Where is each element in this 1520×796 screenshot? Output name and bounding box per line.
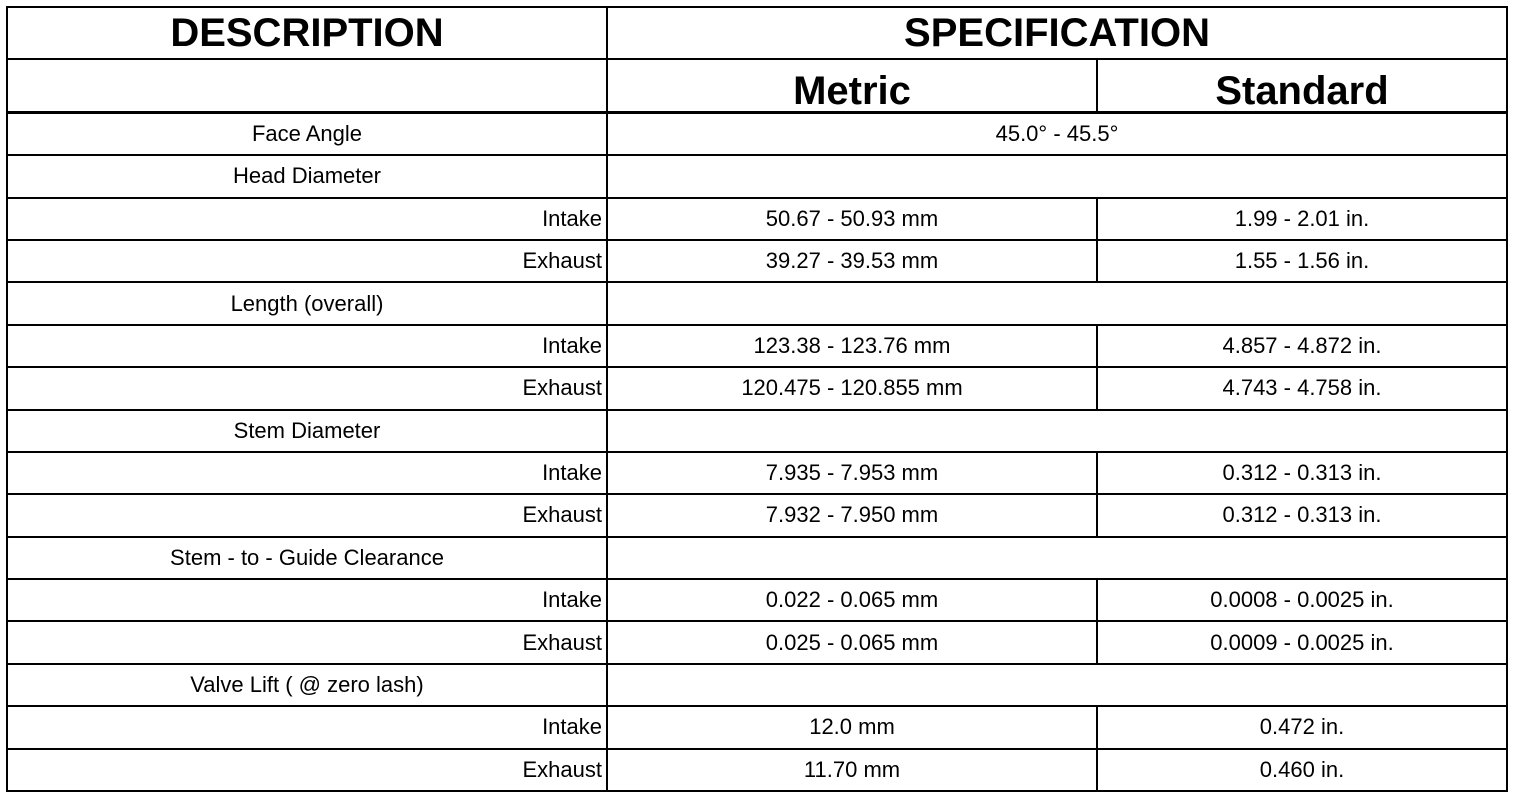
empty-cell xyxy=(607,664,1507,706)
sub-label: Intake xyxy=(7,452,607,494)
metric-value: 123.38 - 123.76 mm xyxy=(607,325,1097,367)
table-row xyxy=(7,155,1507,197)
sub-label: Exhaust xyxy=(7,749,607,791)
section-label: Valve Lift ( @ zero lash) xyxy=(7,664,607,706)
table-row xyxy=(7,621,1507,663)
metric-value: 12.0 mm xyxy=(607,706,1097,748)
table-row xyxy=(7,537,1507,579)
empty-cell xyxy=(607,537,1507,579)
standard-value: 0.0008 - 0.0025 in. xyxy=(1097,579,1507,621)
table-row xyxy=(7,410,1507,452)
standard-value: 1.55 - 1.56 in. xyxy=(1097,240,1507,282)
table-row xyxy=(7,706,1507,748)
description-header: DESCRIPTION xyxy=(7,7,607,59)
sub-label: Intake xyxy=(7,198,607,240)
table-row xyxy=(7,282,1507,324)
standard-value: 0.460 in. xyxy=(1097,749,1507,791)
empty-cell xyxy=(607,155,1507,197)
table-row xyxy=(7,112,1507,155)
table-row xyxy=(7,198,1507,240)
standard-value: 0.312 - 0.313 in. xyxy=(1097,452,1507,494)
sub-label: Exhaust xyxy=(7,621,607,663)
standard-value: 0.312 - 0.313 in. xyxy=(1097,494,1507,536)
metric-value: 39.27 - 39.53 mm xyxy=(607,240,1097,282)
table-row xyxy=(7,240,1507,282)
empty-header-cell xyxy=(7,59,607,112)
standard-value: 4.743 - 4.758 in. xyxy=(1097,367,1507,409)
metric-value: 7.935 - 7.953 mm xyxy=(607,452,1097,494)
sub-label: Exhaust xyxy=(7,494,607,536)
section-label: Head Diameter xyxy=(7,155,607,197)
empty-cell xyxy=(607,410,1507,452)
standard-value: 0.472 in. xyxy=(1097,706,1507,748)
metric-value: 50.67 - 50.93 mm xyxy=(607,198,1097,240)
header-row xyxy=(7,7,1507,59)
table-row xyxy=(7,452,1507,494)
units-header-row xyxy=(7,59,1507,112)
metric-value: 7.932 - 7.950 mm xyxy=(607,494,1097,536)
metric-header: Metric xyxy=(607,59,1097,112)
standard-header: Standard xyxy=(1097,59,1507,112)
table-row xyxy=(7,664,1507,706)
sub-label: Intake xyxy=(7,325,607,367)
sub-label: Exhaust xyxy=(7,240,607,282)
table-row xyxy=(7,749,1507,791)
table-row xyxy=(7,367,1507,409)
face-angle-value: 45.0° - 45.5° xyxy=(607,112,1507,155)
empty-cell xyxy=(607,282,1507,324)
metric-value: 11.70 mm xyxy=(607,749,1097,791)
standard-value: 0.0009 - 0.0025 in. xyxy=(1097,621,1507,663)
metric-value: 0.025 - 0.065 mm xyxy=(607,621,1097,663)
section-label: Face Angle xyxy=(7,112,607,155)
standard-value: 4.857 - 4.872 in. xyxy=(1097,325,1507,367)
section-label: Stem Diameter xyxy=(7,410,607,452)
section-label: Stem - to - Guide Clearance xyxy=(7,537,607,579)
specification-header: SPECIFICATION xyxy=(607,7,1507,59)
metric-value: 0.022 - 0.065 mm xyxy=(607,579,1097,621)
valve-spec-table xyxy=(6,6,1508,792)
sub-label: Exhaust xyxy=(7,367,607,409)
table-row xyxy=(7,325,1507,367)
table-row xyxy=(7,579,1507,621)
standard-value: 1.99 - 2.01 in. xyxy=(1097,198,1507,240)
sub-label: Intake xyxy=(7,706,607,748)
sub-label: Intake xyxy=(7,579,607,621)
section-label: Length (overall) xyxy=(7,282,607,324)
table-row xyxy=(7,494,1507,536)
metric-value: 120.475 - 120.855 mm xyxy=(607,367,1097,409)
